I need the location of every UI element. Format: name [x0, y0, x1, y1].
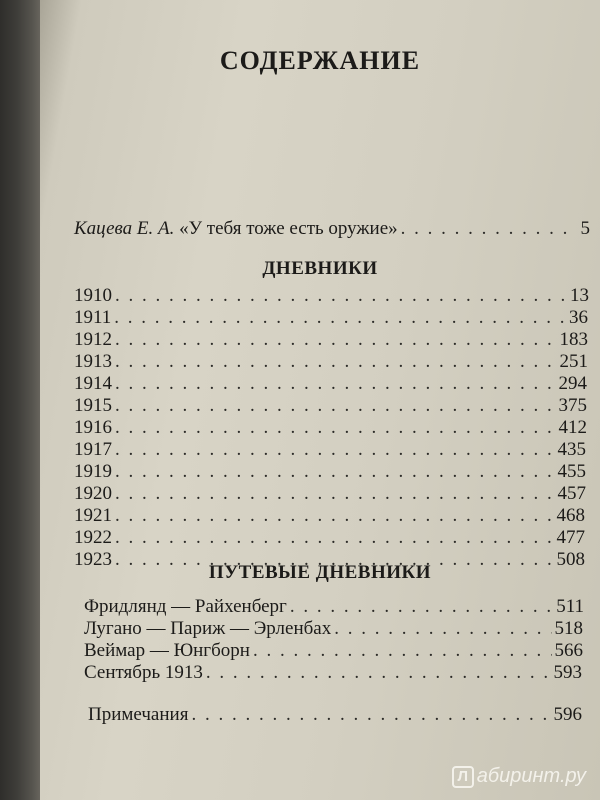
- toc-entry: [74, 527, 585, 549]
- toc-entry: [84, 640, 583, 662]
- toc-page-number: 435: [557, 439, 586, 460]
- toc-entry-label: 1912: [74, 329, 112, 350]
- toc-entry-label: 1922: [74, 527, 112, 548]
- toc-leader-dots: [115, 329, 557, 351]
- toc-page-number: 455: [557, 461, 586, 482]
- toc-leader-dots: [115, 395, 556, 417]
- toc-leader-dots: [191, 704, 550, 726]
- toc-entry: [84, 662, 582, 684]
- toc-intro-label: [74, 218, 398, 240]
- toc-leader-dots: [115, 373, 556, 395]
- toc-page-number: 5: [580, 218, 590, 239]
- section-heading-travel: ПУТЕВЫЕ ДНЕВНИКИ: [208, 562, 432, 583]
- toc-entry: [84, 618, 583, 640]
- toc-leader-dots: [115, 527, 554, 549]
- toc-page-number: 566: [554, 640, 583, 661]
- toc-entry-label: Сентябрь 1913: [84, 662, 203, 683]
- toc-leader-dots: [115, 439, 555, 461]
- toc-entry-label: 1910: [74, 285, 112, 306]
- toc-intro-title: «У тебя тоже есть оружие»: [174, 218, 398, 239]
- toc-page-number: 518: [554, 618, 583, 639]
- toc-entry: [74, 307, 588, 329]
- toc-entry: [74, 483, 586, 505]
- toc-entry: [74, 439, 586, 461]
- toc-page-number: 511: [556, 596, 584, 617]
- toc-entry-label: Примечания: [88, 704, 189, 725]
- toc-leader-dots: [401, 218, 577, 240]
- toc-page-number: 294: [558, 373, 587, 394]
- toc-entry-label: 1914: [74, 373, 112, 394]
- toc-entry-label: Веймар — Юнгборн: [84, 640, 250, 661]
- toc-page-number: 36: [569, 307, 588, 328]
- toc-entry: [74, 395, 587, 417]
- toc-page-number: 183: [559, 329, 588, 350]
- toc-entry-label: 1916: [74, 417, 112, 438]
- toc-page-number: 593: [553, 662, 582, 683]
- toc-entry-label: 1920: [74, 483, 112, 504]
- toc-page-number: 457: [557, 483, 586, 504]
- toc-page-number: 508: [556, 549, 585, 570]
- toc-entry-label: 1913: [74, 351, 112, 372]
- toc-entry-notes: [88, 704, 582, 726]
- watermark-text: абиринт.ру: [476, 765, 586, 787]
- book-page: [40, 0, 600, 800]
- toc-entry: [74, 285, 589, 307]
- labirint-logo-icon: Л: [452, 766, 474, 788]
- toc-entry: [74, 373, 587, 395]
- toc-entry: [74, 417, 587, 439]
- toc-leader-dots: [253, 640, 552, 662]
- toc-entry: [84, 596, 584, 618]
- toc-leader-dots: [115, 351, 557, 373]
- toc-leader-dots: [115, 505, 554, 527]
- toc-leader-dots: [290, 596, 553, 618]
- toc-entry-label: 1915: [74, 395, 112, 416]
- toc-leader-dots: [115, 483, 555, 505]
- toc-leader-dots: [114, 307, 566, 329]
- toc-page-number: 596: [553, 704, 582, 725]
- toc-leader-dots: [334, 618, 551, 640]
- labirint-watermark: [452, 765, 586, 788]
- toc-leader-dots: [206, 662, 551, 684]
- toc-entry: [74, 505, 585, 527]
- toc-entry-label: 1919: [74, 461, 112, 482]
- book-spine: [0, 0, 42, 800]
- page-title: СОДЕРЖАНИЕ: [219, 46, 421, 75]
- toc-page-number: 251: [559, 351, 588, 372]
- toc-entry-label: 1911: [74, 307, 112, 328]
- toc-leader-dots: [115, 417, 556, 439]
- toc-page-number: 375: [558, 395, 587, 416]
- toc-entry-label: Лугано — Париж — Эрленбах: [84, 618, 332, 639]
- toc-intro-author: Кацева Е. А.: [74, 218, 175, 239]
- toc-entry: [74, 329, 588, 351]
- toc-entry-label: 1917: [74, 439, 112, 460]
- toc-entry-label: 1923: [74, 549, 112, 570]
- toc-leader-dots: [115, 285, 567, 307]
- toc-page-number: 477: [556, 527, 585, 548]
- toc-page-number: 13: [570, 285, 589, 306]
- toc-entry: [74, 351, 588, 373]
- toc-page-number: 412: [558, 417, 587, 438]
- toc-entry-label: 1921: [74, 505, 112, 526]
- toc-page-number: 468: [556, 505, 585, 526]
- toc-entry-label: Фридлянд — Райхенберг: [84, 596, 287, 617]
- section-heading-diaries: ДНЕВНИКИ: [262, 258, 378, 279]
- toc-leader-dots: [115, 461, 555, 483]
- toc-entry-intro: [74, 218, 590, 240]
- toc-entry: [74, 461, 586, 483]
